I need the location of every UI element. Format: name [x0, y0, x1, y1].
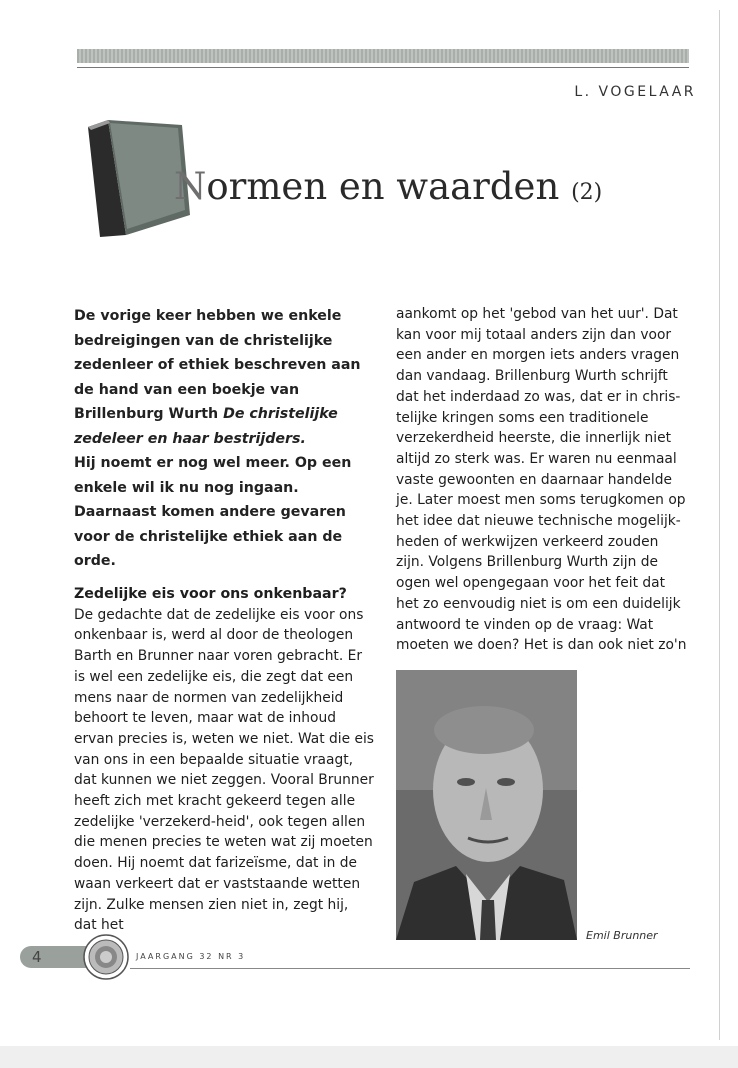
page-number: 4: [20, 946, 96, 968]
title-part: (2): [571, 180, 603, 205]
header-band: [77, 49, 689, 63]
article-title: [174, 165, 602, 208]
lead-text-2: Hij noemt er nog wel meer. Op een enkele wil ik nu nog ingaan. Daarnaast komen andere gevaren voor de christelijke ethiek aan de orde.: [74, 455, 352, 569]
portrait-photo: [396, 670, 577, 940]
section-onkenbaar: [74, 584, 374, 936]
author-name: L. VOGELAAR: [574, 84, 696, 100]
title-initial: N: [174, 165, 207, 208]
section-heading: Zedelijke eis voor ons onkenbaar?: [74, 586, 347, 602]
page-edge-rule: [719, 10, 720, 1040]
title-text: ormen en waarden: [206, 165, 560, 208]
issue-label: JAARGANG 32 NR 3: [136, 952, 246, 961]
column-two-body: aankomt op het 'gebod van het uur'. Dat kan voor mij totaal anders zijn dan voor een ander en morgen iets anders vragen dan vandaag. Brillenburg Wurth schrijft dat het inderdaad zo was, dat er in chris-telijke kringen soms een traditionele verzekerdheid heerste, die innerlijk niet altijd zo sterk was. Er waren nu eenmaal vaste gewoonten en daarnaar handelde je. Later moest men soms terugkomen op het idee dat nieuwe technische mogelijk-heden of werkwijzen verkeerd zouden zijn. Volgens Brillenburg Wurth zijn de ogen wel opengegaan voor het feit dat het zo eenvoudig niet is om een duidelijk antwoord te vinden op de vraag: Wat moeten we doen? Het is dan ook niet zo'n: [396, 306, 687, 654]
lead-text-1: De vorige keer hebben we enkele bedreigingen van de christelijke zedenleer of ethiek beschreven aan de hand van een boekje van Brillenburg Wurth: [74, 308, 361, 422]
footer-rule: [130, 968, 690, 969]
section-body: De gedachte dat de zedelijke eis voor ons onkenbaar is, werd al door de theologen Barth en Brunner naar voren gebracht. Er is wel een zedelijke eis, die zegt dat een mens naar de normen van zedelijkheid behoort te leven, maar wat de inhoud ervan precies is, weten we niet. Wat die eis van ons in een bepaalde situatie vraagt, dat kunnen we niet zeggen. Vooral Brunner heeft zich met kracht gekeerd tegen alle zedelijke 'verzekerd-heid', ook tegen allen die menen precies te weten wat zij moeten doen. Hij noemt dat farizeïsme, dat in de waan verkeert dat er vaststaande wetten zijn. Zulke mensen zien niet in, zegt hij, dat het: [74, 606, 374, 934]
lead-paragraph: [74, 304, 369, 574]
photo-caption: Emil Brunner: [586, 929, 658, 942]
header-rule: [77, 67, 689, 68]
scan-margin: [0, 1046, 738, 1068]
lead-book-title: De christelijke zedeleer en haar bestrijders.: [74, 406, 338, 447]
magazine-seal-icon: [82, 933, 130, 981]
column-two: [396, 304, 688, 656]
